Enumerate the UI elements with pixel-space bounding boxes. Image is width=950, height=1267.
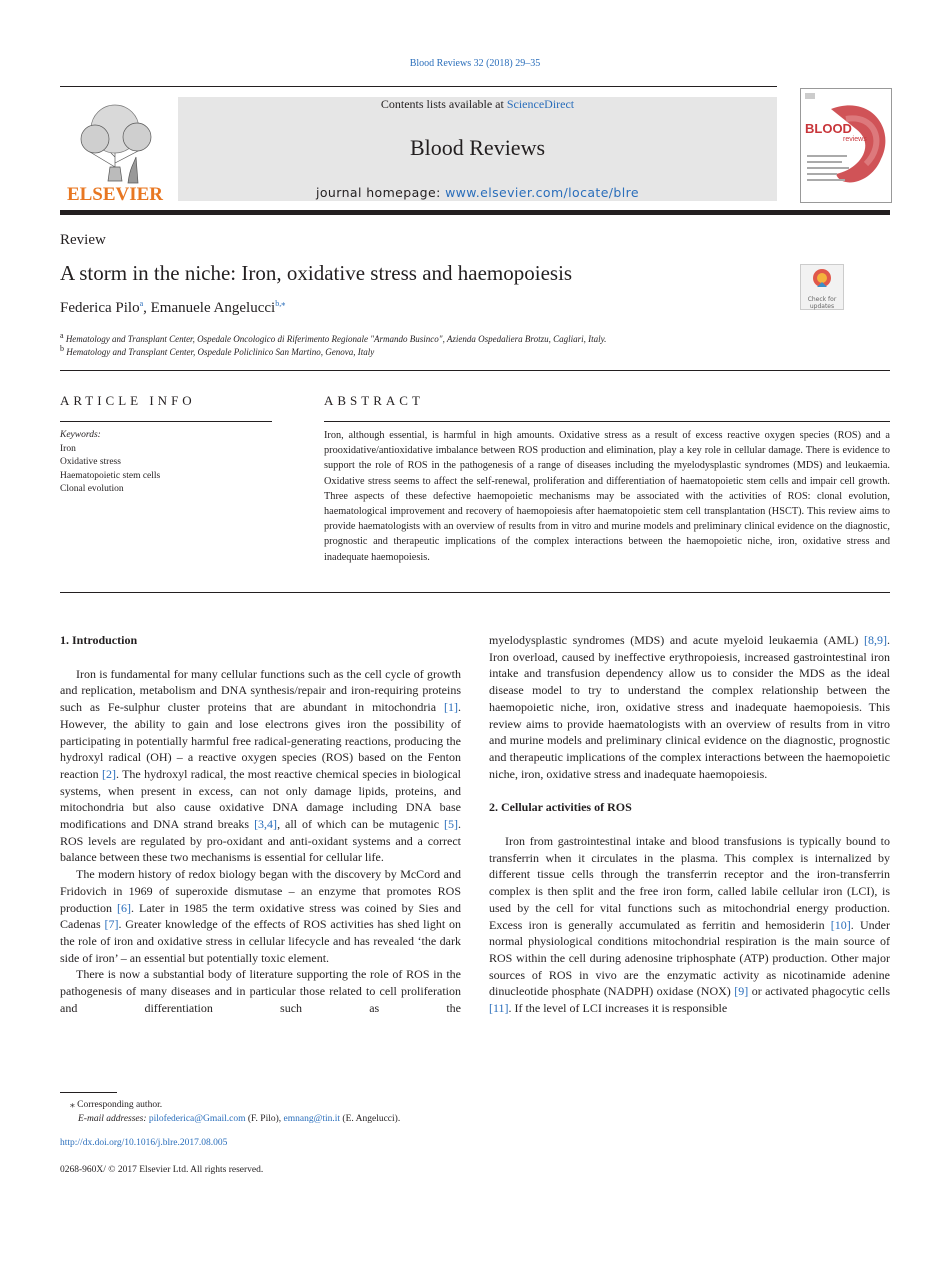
reference-link[interactable]: [10]	[830, 917, 851, 932]
affiliation-mark: b	[60, 344, 64, 353]
article-info-rule	[60, 421, 272, 422]
paragraph: There is now a substantial body of literature supporting the role of ROS in the pathogenesis of many diseases and in particular those related to cell proliferation and differentiation such as the	[60, 967, 461, 1015]
reference-link[interactable]: [6]	[117, 900, 132, 915]
elsevier-logo	[60, 97, 170, 203]
svg-text:BLOOD: BLOOD	[805, 121, 852, 136]
header-thick-rule	[60, 210, 890, 215]
column-left	[60, 632, 461, 1016]
column-right	[489, 632, 890, 1017]
keyword-item: Iron	[60, 443, 76, 454]
contents-prefix: Contents lists available at	[380, 97, 507, 111]
reference-link[interactable]: [11]	[489, 1001, 509, 1016]
reference-link[interactable]: [8,9]	[864, 633, 887, 647]
email-link[interactable]: pilofederica@Gmail.com	[148, 1114, 246, 1124]
author-name[interactable]: Federica Pilo	[60, 300, 140, 316]
check-updates-label: Check for updates	[807, 296, 837, 310]
keywords-block	[60, 429, 160, 497]
check-updates-button[interactable]	[800, 264, 844, 310]
email-owner: (F. Pilo),	[245, 1114, 284, 1124]
article-info-heading: ARTICLE INFO	[60, 393, 196, 408]
keywords-label: Keywords:	[60, 430, 101, 440]
paragraph: Iron from gastrointestinal intake and blood transfusions is typically bound to transferrin when it circulates in the plasma. This complex is internalized by different tissue cells through the transferrin receptor and the iron-transferrin complex is then split and the free iron form, called labile cellular iron (LCI), is used by the cell for vital functions such as mitochondrial energy production. Excess iron is generally accumulated as ferritin and hemosiderin [10]. Under normal physiological conditions mitochondrial respiration is the main source of ROS within the cell during adenosine triphosphate (ATP) production. Other major sources of ROS in vivo are the enzymatic activity as nicotinamide adenine dinucleotide phosphate (NADPH) oxidase (NOX) [9] or activated phagocytic cells [11]. If the level of LCI increases it is responsible	[489, 834, 890, 1016]
reference-link[interactable]: [7]	[104, 917, 119, 932]
cover-image	[801, 89, 891, 202]
section-2-heading: 2. Cellular activities of ROS	[489, 800, 632, 815]
keyword-item: Oxidative stress	[60, 457, 121, 467]
email-line	[78, 1112, 400, 1126]
homepage-link[interactable]: www.elsevier.com/locate/blre	[445, 185, 639, 200]
author-affiliation-mark[interactable]: b,⁎	[275, 299, 286, 308]
email-owner: (E. Angelucci).	[340, 1114, 401, 1124]
section-1-heading: 1. Introduction	[60, 633, 138, 647]
svg-text:ELSEVIER: ELSEVIER	[66, 184, 164, 203]
footnote-rule	[60, 1092, 117, 1093]
affiliation-b	[60, 344, 374, 357]
email-link[interactable]: emnang@tin.it	[283, 1114, 341, 1124]
doi-link[interactable]: http://dx.doi.org/10.1016/j.blre.2017.08.005	[60, 1138, 228, 1148]
abstract-text: Iron, although essential, is harmful in high amounts. Oxidative stress as a result of excess reactive oxygen species (ROS) and a prooxidative/antioxidative imbalance between ROS production and elimination, play a key role in cellular damage. There is evidence to support the role of ROS in the pathogenesis of a range of diseases including the myelodysplastic syndromes (MDS) and leukaemia. Oxidative stress seems to affect the self-renewal, proliferation and differentiation of haematopoietic stem cells and impair cell growth. Three aspects of these defective haemopoietic mechanisms may be associated with the activities of ROS: clonal evolution, haematological improvement and recovery of haemopoiesis after haematopoietic stem cell transplantation (HSCT). This review aims to provide haematologists with an overview of results from in vitro and murine models and preliminary clinical evidence on the diagnostic, prognostic and therapeutic implications of the complex interactions between the haemopoietic niche, iron, oxidative stress and inadequate haemopoiesis.	[324, 430, 890, 563]
author-name[interactable]: Emanuele Angelucci	[150, 300, 276, 316]
svg-text:reviews: reviews	[843, 136, 867, 143]
affiliation-text: Hematology and Transplant Center, Ospedale Oncologico di Riferimento Regionale "Armando Businco", Azienda Ospedaliera Brotzu, Cagliari, Italy.	[65, 334, 607, 344]
reference-link[interactable]: [2]	[101, 766, 116, 781]
elsevier-tree-icon	[60, 97, 170, 203]
abstract-heading: ABSTRACT	[324, 393, 424, 408]
keyword-item: Haematopoietic stem cells	[60, 470, 161, 481]
journal-citation[interactable]: Blood Reviews 32 (2018) 29–35	[409, 58, 541, 69]
abstract-bottom-rule	[60, 592, 890, 593]
author-list	[60, 299, 285, 317]
header-rule	[60, 86, 777, 87]
journal-title: Blood Reviews	[409, 135, 546, 160]
author-affiliation-mark[interactable]: a	[139, 299, 144, 308]
affiliation-a	[60, 331, 606, 344]
article-type: Review	[60, 232, 106, 248]
reference-link[interactable]: [5]	[444, 817, 459, 832]
reference-link[interactable]: [3,4]	[254, 817, 278, 832]
copyright-line: 0268-960X/ © 2017 Elsevier Ltd. All rights reserved.	[60, 1165, 264, 1175]
affiliation-mark: a	[60, 331, 64, 340]
abstract-rule	[324, 421, 890, 422]
contents-line	[178, 97, 777, 112]
journal-banner	[178, 97, 777, 201]
paragraph: Iron is fundamental for many cellular functions such as the cell cycle of growth and replication, metabolism and DNA synthesis/repair and iron-requiring proteins such as Fe-sulphur cluster proteins that are abundant in mitochondria [1]. However, the ability to gain and lose electrons gives iron the possibility of participating in potentially harmful free radical-generating reactions, producing the hydroxyl radical (OH) – a reactive oxygen species (ROS) based on the Fenton reaction [2]. The hydroxyl radical, the most reactive chemical species in biological systems, when present in excess, can not only damage lipids, proteins, and mitochondria but also cause oxidative DNA damage including DNA base modifications and DNA strand breaks [3,4], all of which can be mutagenic [5]. ROS levels are regulated by pro-oxidant and anti-oxidant systems and a correct balance between these two mechanisms is essential for cellular life.	[60, 666, 462, 865]
affiliation-text: Hematology and Transplant Center, Ospedale Policlinico San Martino, Genova, Italy	[66, 347, 375, 357]
homepage-prefix: journal homepage:	[316, 185, 446, 200]
homepage-line	[178, 185, 777, 200]
sciencedirect-link[interactable]: ScienceDirect	[506, 97, 575, 111]
author-separator: ,	[143, 300, 151, 316]
paragraph-continued: myelodysplastic syndromes (MDS) and acute myeloid leukaemia (AML) [8,9]. Iron overload, caused by ineffective erythropoiesis, increased gastrointestinal iron intake and transfusion dependency allow us to consider the MDS as the ideal disease model to try to understand the complex relationship between the haemopoietic niche, iron, oxidative stress and inadequate haemopoiesis. This review aims to provide haematologists with an overview of results from in vitro and murine models and preliminary clinical evidence on the diagnostic, prognostic and therapeutic implications of the complex interactions between the haemopoietic niche, iron, oxidative stress and inadequate haemopoiesis.	[489, 633, 890, 781]
reference-link[interactable]: [1]	[444, 700, 458, 715]
reference-link[interactable]: [9]	[734, 984, 749, 999]
keyword-item: Clonal evolution	[60, 484, 124, 494]
affiliation-rule	[60, 370, 890, 371]
check-updates-icon	[811, 267, 833, 291]
paragraph: The modern history of redox biology began with the discovery by McCord and Fridovich in 1969 of superoxide dismutase – an enzyme that promotes ROS production [6]. Later in 1985 the term oxidative stress was coined by Sies and Cadenas [7]. Greater knowledge of the effects of ROS activities has shed light on the role of iron and oxidative stress in cellular lifecycle and has revealed ‘the dark side of iron’ – an essential but potentially toxic element.	[60, 867, 461, 965]
footnotes	[70, 1098, 400, 1126]
journal-cover	[800, 88, 892, 203]
article-title: A storm in the niche: Iron, oxidative stress and haemopoiesis	[60, 261, 573, 285]
email-label: E-mail addresses:	[78, 1114, 149, 1124]
corresponding-author-note: ⁎ Corresponding author.	[70, 1100, 163, 1110]
